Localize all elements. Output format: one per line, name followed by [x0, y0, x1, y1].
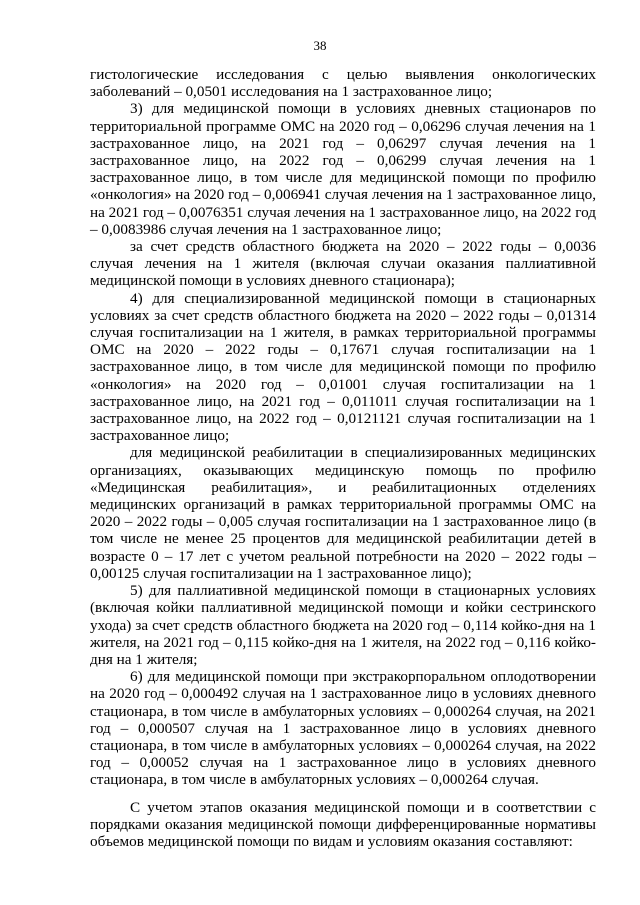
document-body [90, 66, 596, 850]
paragraph-histology-continuation: гистологические исследования с целью выявления онкологических заболеваний – 0,0501 исследования на 1 застрахованное лицо; [90, 66, 596, 101]
paragraph-regional-budget-day-hospital: за счет средств областного бюджета на 2020 – 2022 годы – 0,0036 случая лечения на 1 жителя (включая случаи оказания паллиативной медицинской помощи в условиях дневного стационара); [90, 238, 596, 290]
paragraph-ivf: 6) для медицинской помощи при экстракорпоральном оплодотворении на 2020 год – 0,000492 случая на 1 застрахованное лицо в условиях дневного стационара, в том числе в амбулаторных условиях – 0,000264 случая, на 2021 год – 0,000507 случая на 1 застрахованное лицо в условиях дневного стационара, в том числе в амбулаторных условиях – 0,000264 случая, на 2022 год – 0,00052 случая на 1 застрахованное лицо в условиях дневного стационара, в том числе в амбулаторных условиях – 0,000264 случая. [90, 668, 596, 789]
page-number: 38 [313, 38, 327, 53]
paragraph-palliative-care: 5) для паллиативной медицинской помощи в стационарных условиях (включая койки паллиативной медицинской помощи и койки сестринского ухода) за счет средств областного бюджета на 2020 год – 0,114 койко-дня на 1 жителя, на 2021 год – 0,115 койко-дня на 1 жителя, на 2022 год – 0,116 койко-дня на 1 жителя; [90, 582, 596, 668]
paragraph-specialized-inpatient: 4) для специализированной медицинской помощи в стационарных условиях за счет средств областного бюджета на 2020 – 2022 годы – 0,01314 случая госпитализации на 1 жителя, в рамках территориальной программы ОМС на 2020 – 2022 годы – 0,17671 случая госпитализации на 1 застрахованное лицо, в том числе для медицинской помощи по профилю «онкология» на 2020 год – 0,01001 случая госпитализации на 1 застрахованное лицо, на 2021 год – 0,011011 случая госпитализации на 1 застрахованное лицо, на 2022 год – 0,0121121 случая госпитализации на 1 застрахованное лицо; [90, 289, 596, 445]
paragraph-differentiated-norms: С учетом этапов оказания медицинской помощи и в соответствии с порядками оказания медицинской помощи дифференцированные нормативы объемов медицинской помощи по видам и условиям оказания составляют: [90, 798, 596, 850]
paragraph-day-hospital: 3) для медицинской помощи в условиях дневных стационаров по территориальной программе ОМС на 2020 год – 0,06296 случая лечения на 1 застрахованное лицо, на 2021 год – 0,06297 случая лечения на 1 застрахованное лицо, на 2022 год – 0,06299 случая лечения на 1 застрахованное лицо, в том числе для медицинской помощи по профилю «онкология» на 2020 год – 0,006941 случая лечения на 1 застрахованное лицо, на 2021 год – 0,0076351 случая лечения на 1 застрахованное лицо, на 2022 год – 0,0083986 случая лечения на 1 застрахованное лицо; [90, 100, 596, 238]
paragraph-medical-rehabilitation: для медицинской реабилитации в специализированных медицинских организациях, оказывающих медицинскую помощь по профилю «Медицинская реабилитация», и реабилитационных отделениях медицинских организаций в рамках территориальной программы ОМС на 2020 – 2022 годы – 0,005 случая госпитализации на 1 застрахованное лицо (в том числе не менее 25 процентов для медицинской реабилитации детей в возрасте 0 – 17 лет с учетом реальной потребности на 2020 – 2022 годы – 0,00125 случая госпитализации на 1 застрахованное лицо); [90, 444, 596, 582]
